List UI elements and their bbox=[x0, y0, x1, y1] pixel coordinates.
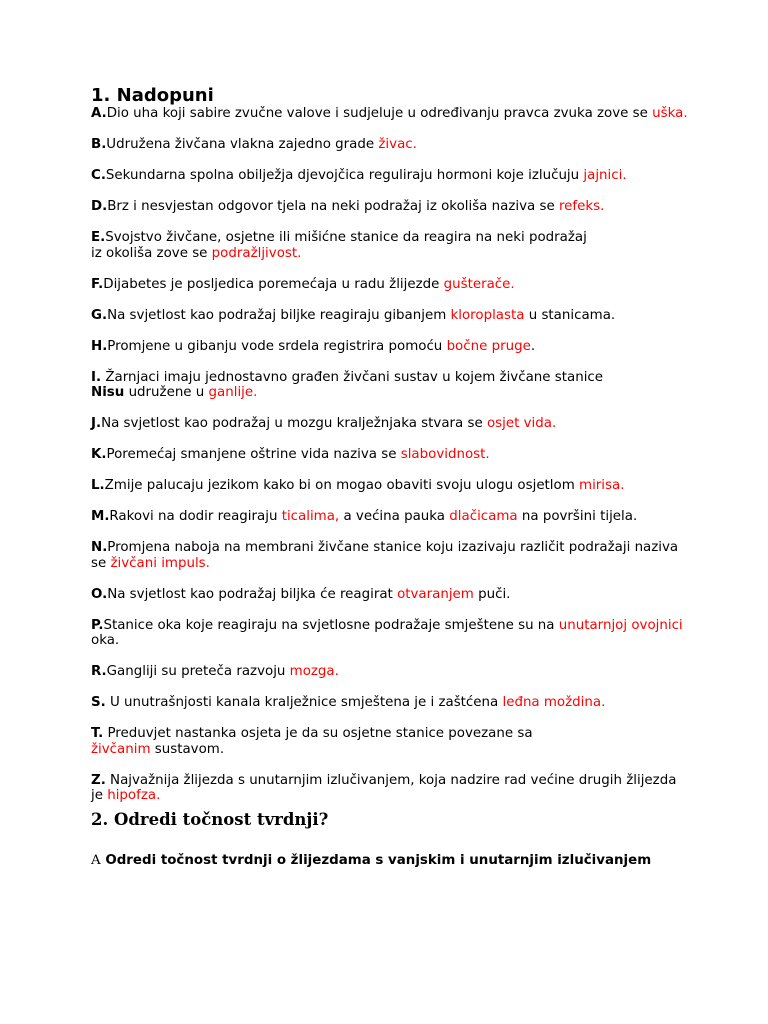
answer-text: gušterače. bbox=[443, 276, 515, 292]
item-letter: L. bbox=[91, 478, 105, 493]
item-letter: R. bbox=[91, 664, 107, 679]
fill-in-item bbox=[91, 199, 691, 215]
answer-text: ticalima, bbox=[281, 509, 340, 524]
item-text: Na svjetlost kao podražaj biljke reagiraju gibanjem bbox=[107, 307, 451, 323]
item-text: na površini tijela. bbox=[517, 509, 638, 524]
item-text: Promjena naboja na membrani živčane stanice koju izazivaju različit podražaji naziva se bbox=[91, 540, 679, 571]
item-letter: C. bbox=[91, 168, 106, 183]
item-letter: Z. bbox=[91, 772, 106, 788]
item-text: Svojstvo živčane, osjetne ili mišićne stanice da reagira na neki podražaj bbox=[105, 230, 587, 245]
item-letter: J. bbox=[91, 416, 102, 431]
item-letter: S. bbox=[91, 695, 106, 710]
answer-text: živac. bbox=[378, 137, 417, 152]
answer-text: leđna moždina. bbox=[502, 695, 606, 710]
section1-title: 1. Nadopuni bbox=[91, 85, 214, 106]
answer-text: ganlije. bbox=[208, 385, 258, 400]
item-letter: H. bbox=[91, 338, 108, 354]
item-text: Promjene u gibanju vode srdela registrira pomoću bbox=[107, 338, 447, 354]
fill-in-item bbox=[91, 370, 691, 401]
item-text: Na svjetlost kao podražaj u mozgu kralježnjaka stvara se bbox=[101, 416, 487, 431]
fill-in-list bbox=[91, 106, 691, 804]
document-page bbox=[91, 86, 691, 869]
subtask-text: Odredi točnost tvrdnji o žlijezdama s vanjskim i unutarnjim izlučivanjem bbox=[100, 853, 652, 868]
answer-text: refeks. bbox=[558, 199, 605, 214]
bold-text: Nisu bbox=[91, 385, 125, 400]
fill-in-item bbox=[91, 618, 691, 649]
answer-text: živčanim bbox=[91, 741, 151, 757]
fill-in-item bbox=[91, 540, 691, 571]
item-text: Sekundarna spolna obilježja djevojčica reguliraju hormoni koje izlučuju bbox=[105, 168, 584, 183]
fill-in-item bbox=[91, 509, 691, 525]
item-text: Udružena živčana vlakna zajedno grade bbox=[106, 137, 379, 152]
answer-text: osjet vida. bbox=[486, 416, 557, 431]
item-text: Žarnjaci imaju jednostavno građen živčani sustav u kojem živčane stanice bbox=[101, 369, 604, 385]
item-letter: M. bbox=[91, 509, 110, 524]
answer-text: slabovidnost. bbox=[400, 447, 490, 462]
item-letter: P. bbox=[91, 617, 104, 633]
item-letter: T. bbox=[91, 726, 104, 741]
item-text: Najvažnija žlijezda s unutarnjim izlučivanjem, koja nadzire rad većine drugih žlijezda je bbox=[91, 772, 677, 803]
subtask-letter: A bbox=[91, 853, 101, 868]
item-letter: K. bbox=[91, 447, 107, 462]
answer-text: unutarnjoj ovojnici bbox=[558, 617, 683, 633]
fill-in-item bbox=[91, 664, 691, 680]
fill-in-item bbox=[91, 695, 691, 711]
item-text: puči. bbox=[473, 586, 511, 602]
answer-text: jajnici. bbox=[583, 168, 627, 183]
item-letter: D. bbox=[91, 199, 108, 214]
fill-in-item bbox=[91, 478, 691, 494]
fill-in-item bbox=[91, 168, 691, 184]
subtask-a bbox=[91, 852, 691, 869]
item-text: Poremećaj smanjene oštrine vida naziva se bbox=[106, 447, 401, 462]
item-text: Brz i nesvjestan odgovor tjela na neki podražaj iz okoliša naziva se bbox=[107, 199, 559, 214]
item-text: a većina pauka bbox=[339, 509, 450, 524]
item-text: u stanicama. bbox=[524, 307, 616, 323]
fill-in-item bbox=[91, 277, 691, 293]
item-text: sustavom. bbox=[150, 741, 225, 757]
item-text: U unutrašnjosti kanala kralježnice smještena je i zaštćena bbox=[105, 695, 503, 710]
answer-text: hipofza. bbox=[107, 788, 161, 803]
answer-text: dlačicama bbox=[449, 509, 518, 524]
item-letter: F. bbox=[91, 276, 104, 292]
fill-in-item bbox=[91, 106, 691, 122]
fill-in-item bbox=[91, 137, 691, 153]
item-letter: A. bbox=[91, 106, 107, 121]
item-text: udružene u bbox=[124, 385, 209, 400]
answer-text: otvaranjem bbox=[397, 586, 474, 602]
answer-text: bočne pruge bbox=[446, 338, 531, 354]
fill-in-item bbox=[91, 416, 691, 432]
item-letter: G. bbox=[91, 307, 108, 323]
answer-text: živčani impuls. bbox=[110, 555, 210, 571]
item-text: Dijabetes je posljedica poremećaja u radu žlijezde bbox=[103, 276, 444, 292]
fill-in-item bbox=[91, 773, 691, 804]
fill-in-item bbox=[91, 447, 691, 463]
item-letter: B. bbox=[91, 137, 107, 152]
item-text: Zmije palucaju jezikom kako bi on mogao obaviti svoju ulogu osjetlom bbox=[104, 478, 580, 493]
fill-in-item bbox=[91, 339, 691, 355]
fill-in-item bbox=[91, 230, 691, 261]
item-text: Na svjetlost kao podražaj biljka će reagirat bbox=[107, 586, 398, 602]
item-text: Preduvjet nastanka osjeta je da su osjetne stanice povezane sa bbox=[103, 726, 533, 741]
answer-text: mirisa. bbox=[579, 478, 625, 493]
item-letter: O. bbox=[91, 586, 108, 602]
item-text: Rakovi na dodir reagiraju bbox=[109, 509, 282, 524]
answer-text: uška. bbox=[652, 106, 688, 121]
item-text: oka. bbox=[91, 633, 120, 648]
item-letter: E. bbox=[91, 230, 106, 245]
item-text: Stanice oka koje reagiraju na svjetlosne podražaje smještene su na bbox=[103, 617, 559, 633]
answer-text: podražljivost. bbox=[211, 245, 302, 261]
item-text: Gangliji su preteča razvoju bbox=[106, 664, 290, 679]
item-letter: I. bbox=[91, 369, 102, 385]
item-text: iz okoliša zove se bbox=[91, 245, 212, 261]
section2-title: 2. Odredi točnost tvrdnji? bbox=[91, 810, 329, 829]
item-text: Dio uha koji sabire zvučne valove i sudjeluje u određivanju pravca zvuka zove se bbox=[106, 106, 653, 121]
item-text: . bbox=[530, 338, 536, 354]
answer-text: mozga. bbox=[289, 664, 339, 679]
item-letter: N. bbox=[91, 540, 108, 555]
answer-text: kloroplasta bbox=[450, 307, 525, 323]
fill-in-item bbox=[91, 587, 691, 603]
fill-in-item bbox=[91, 308, 691, 324]
fill-in-item bbox=[91, 726, 691, 757]
